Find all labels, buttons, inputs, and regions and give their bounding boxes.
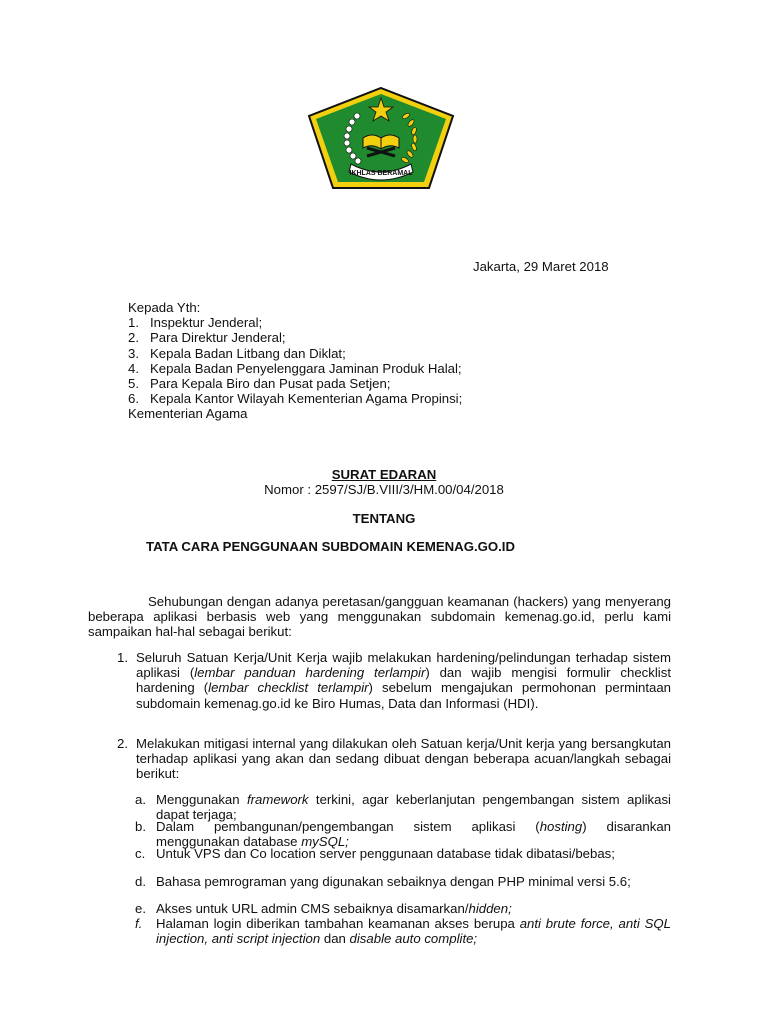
list-item: 5. Para Kepala Biro dan Pusat pada Setjen; (128, 376, 391, 392)
list-item-2: 2. Melakukan mitigasi internal yang dilakukan oleh Satuan kerja/Unit kerja yang bersangkutan terhadap aplikasi yang akan dan sedang dibuat dengan beberapa acuan/langkah sebagai berikut: (117, 736, 671, 782)
intro-paragraph: Sehubungan dengan adanya peretasan/gangguan keamanan (hackers) yang menyerang beberapa aplikasi berbasis web yang menggunakan subdomain kemenag.go.id, perlu kami sampaikan hal-hal sebagai berikut: (88, 594, 671, 640)
list-item: 4. Kepala Badan Penyelenggara Jaminan Produk Halal; (128, 360, 462, 376)
greeting: Kepada Yth: (128, 300, 201, 315)
list-item: 6. Kepala Kantor Wilayah Kementerian Agama Propinsi; (128, 391, 463, 407)
list-item: 3. Kepala Badan Litbang dan Diklat; (128, 345, 346, 361)
addressee-list (128, 315, 462, 406)
sub-item-e: e. Akses untuk URL admin CMS sebaiknya disamarkan/hidden; (135, 901, 512, 916)
list-item-1: 1. Seluruh Satuan Kerja/Unit Kerja wajib melakukan hardening/pelindungan terhadap sistem aplikasi (lembar panduan hardening terlampir) dan wajib mengisi formulir checklist hardening (lembar checklist terlampir) sebelum mengajukan permohonan permintaan subdomain kemenag.go.id ke Biro Humas, Data dan Informasi (HDI). (117, 650, 671, 711)
sub-item-b: b. Dalam pembangunan/pengembangan sistem aplikasi (hosting) disarankan menggunakan database mySQL; (135, 819, 672, 850)
addressee-block (128, 300, 462, 422)
letter-title: SURAT EDARAN (331, 467, 437, 482)
list-item: 1. Inspektur Jenderal; (128, 315, 263, 331)
sub-item-a: a. Menggunakan framework terkini, agar keberlanjutan pengembangan sistem aplikasi dapat terjaga; (135, 792, 671, 823)
letter-number: Nomor : 2597/SJ/B.VIII/3/HM.00/04/2018 (264, 482, 504, 497)
sub-item-d: d. Bahasa pemrograman yang digunakan sebaiknya dengan PHP minimal versi 5.6; (135, 874, 631, 889)
letter-date: Jakarta, 29 Maret 2018 (473, 259, 609, 274)
motto-text: IKHLAS BERAMAL (349, 170, 413, 177)
tentang-heading: TENTANG (352, 511, 416, 526)
letter-subject: TATA CARA PENGGUNAAN SUBDOMAIN KEMENAG.GO.ID (146, 539, 515, 554)
sub-item-c: c. Untuk VPS dan Co location server penggunaan database tidak dibatasi/bebas; (135, 846, 615, 861)
addressee-org: Kementerian Agama (128, 406, 248, 422)
list-item: 2. Para Direktur Jenderal; (128, 330, 286, 346)
sub-item-f: f. Halaman login diberikan tambahan keamanan akses berupa anti brute force, anti SQL injection, anti script injection dan disable auto complite; (135, 916, 671, 947)
kemenag-emblem-icon (305, 86, 457, 192)
